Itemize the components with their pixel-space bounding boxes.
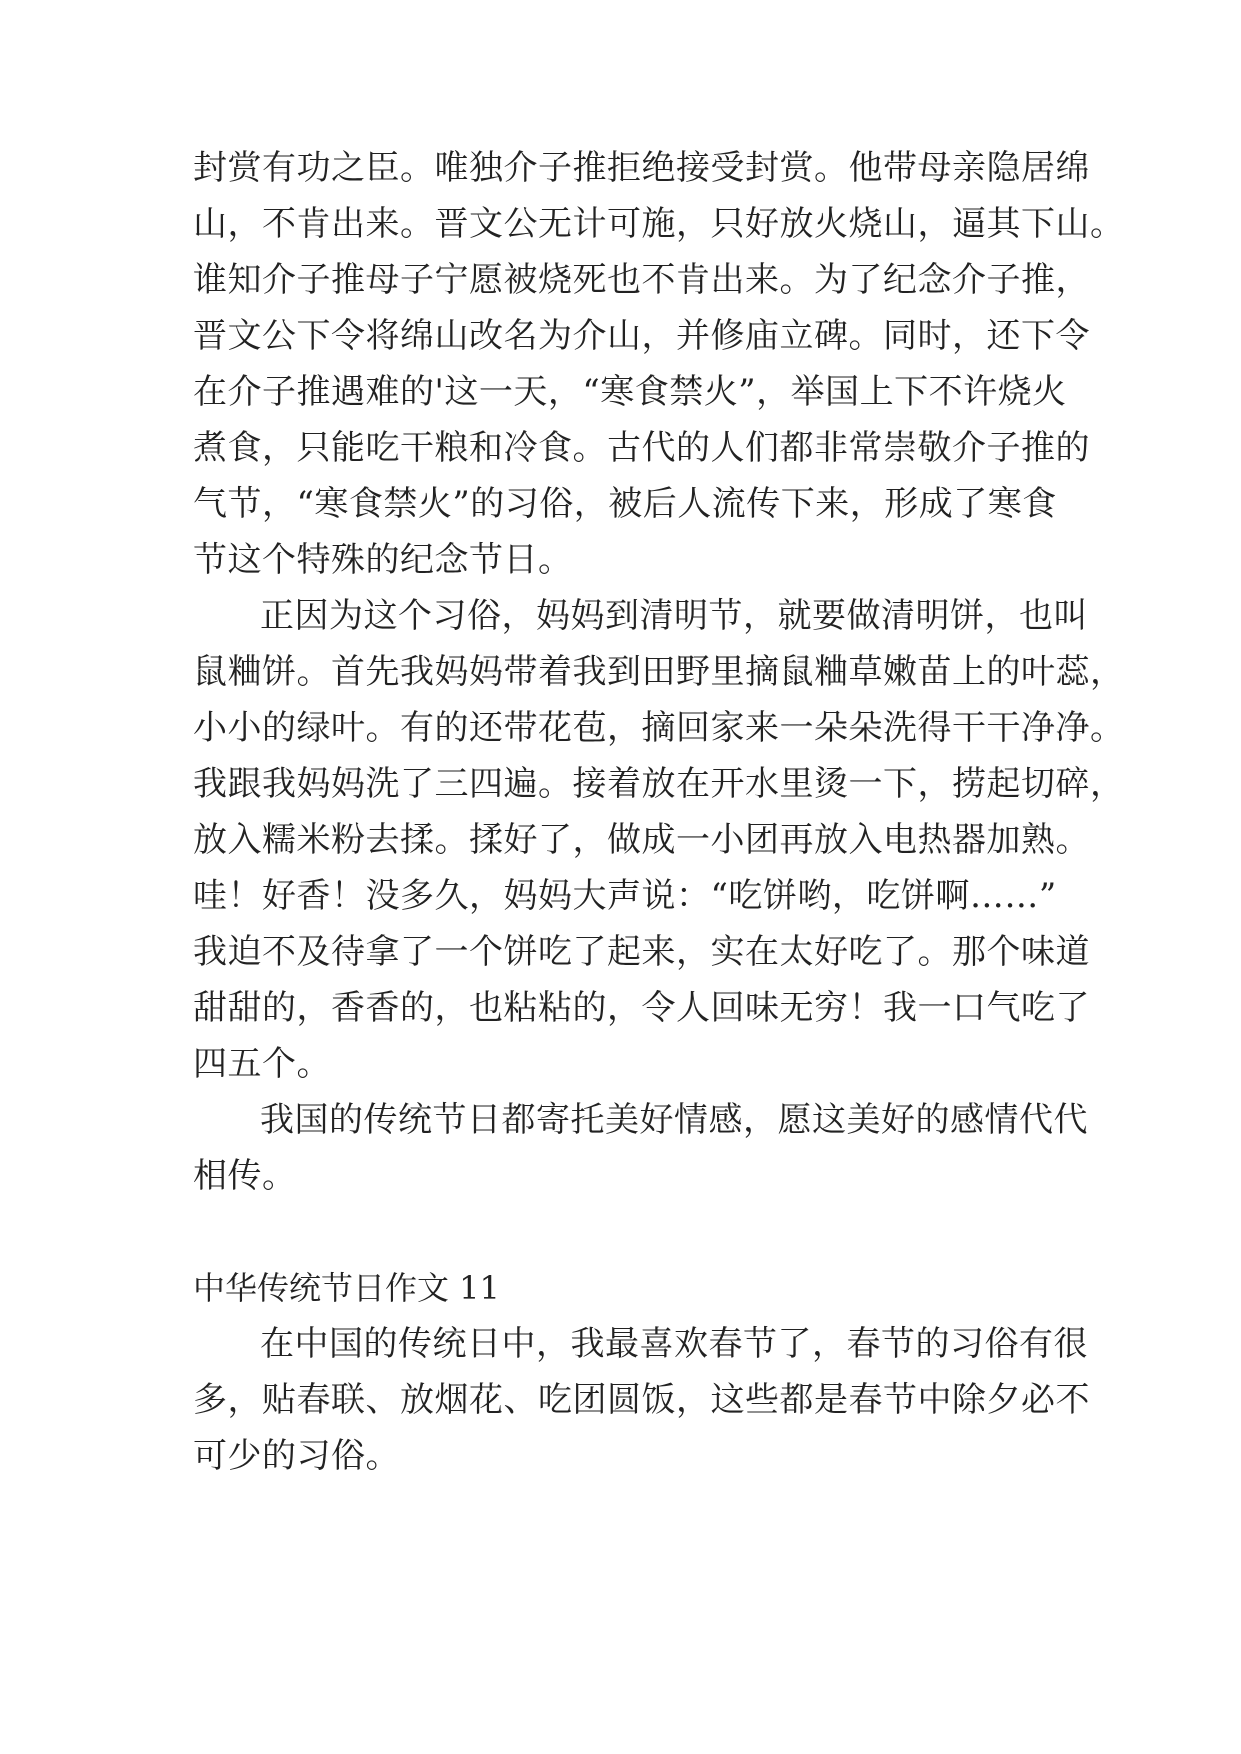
- text-line: 晋文公下令将绵山改名为介山，并修庙立碑。同时，还下令: [193, 316, 1090, 356]
- text-line: 鼠粬饼。首先我妈妈带着我到田野里摘鼠粬草嫩苗上的叶蕊，: [193, 652, 1125, 692]
- paragraph-first-line: 我国的传统节日都寄托美好情感，愿这美好的感情代代: [260, 1100, 1088, 1140]
- text-line: 节这个特殊的纪念节日。: [193, 540, 573, 580]
- text-line: 山，不肯出来。晋文公无计可施，只好放火烧山，逼其下山。: [193, 204, 1125, 244]
- text-line: 相传。: [193, 1156, 297, 1196]
- text-line: 多，贴春联、放烟花、吃团圆饭，这些都是春节中除夕必不: [193, 1380, 1090, 1420]
- text-line: 哇！好香！没多久，妈妈大声说：“吃饼哟，吃饼啊……”: [193, 876, 1057, 916]
- text-line: 可少的习俗。: [193, 1436, 400, 1476]
- text-line: 封赏有功之臣。唯独介子推拒绝接受封赏。他带母亲隐居绵: [193, 148, 1090, 188]
- section-title: 中华传统节日作文 11: [193, 1269, 500, 1307]
- text-line: 四五个。: [193, 1044, 331, 1084]
- text-line: 我跟我妈妈洗了三四遍。接着放在开水里烫一下，捞起切碎，: [193, 764, 1125, 804]
- text-line: 气节，“寒食禁火”的习俗，被后人流传下来，形成了寒食: [193, 484, 1057, 524]
- text-line: 我迫不及待拿了一个饼吃了起来，实在太好吃了。那个味道: [193, 932, 1090, 972]
- paragraph-first-line: 正因为这个习俗，妈妈到清明节，就要做清明饼，也叫: [260, 596, 1088, 636]
- text-line: 在介子推遇难的'这一天，“寒食禁火”，举国上下不许烧火: [193, 372, 1067, 412]
- text-line: 谁知介子推母子宁愿被烧死也不肯出来。为了纪念介子推，: [193, 260, 1090, 300]
- text-line: 放入糯米粉去揉。揉好了，做成一小团再放入电热器加熟。: [193, 820, 1090, 860]
- text-line: 小小的绿叶。有的还带花苞，摘回家来一朵朵洗得干干净净。: [193, 708, 1125, 748]
- text-line: 煮食，只能吃干粮和冷食。古代的人们都非常崇敬介子推的: [193, 428, 1090, 468]
- text-line: 甜甜的，香香的，也粘粘的，令人回味无穷！我一口气吃了: [193, 988, 1090, 1028]
- paragraph-first-line: 在中国的传统日中，我最喜欢春节了，春节的习俗有很: [260, 1324, 1088, 1364]
